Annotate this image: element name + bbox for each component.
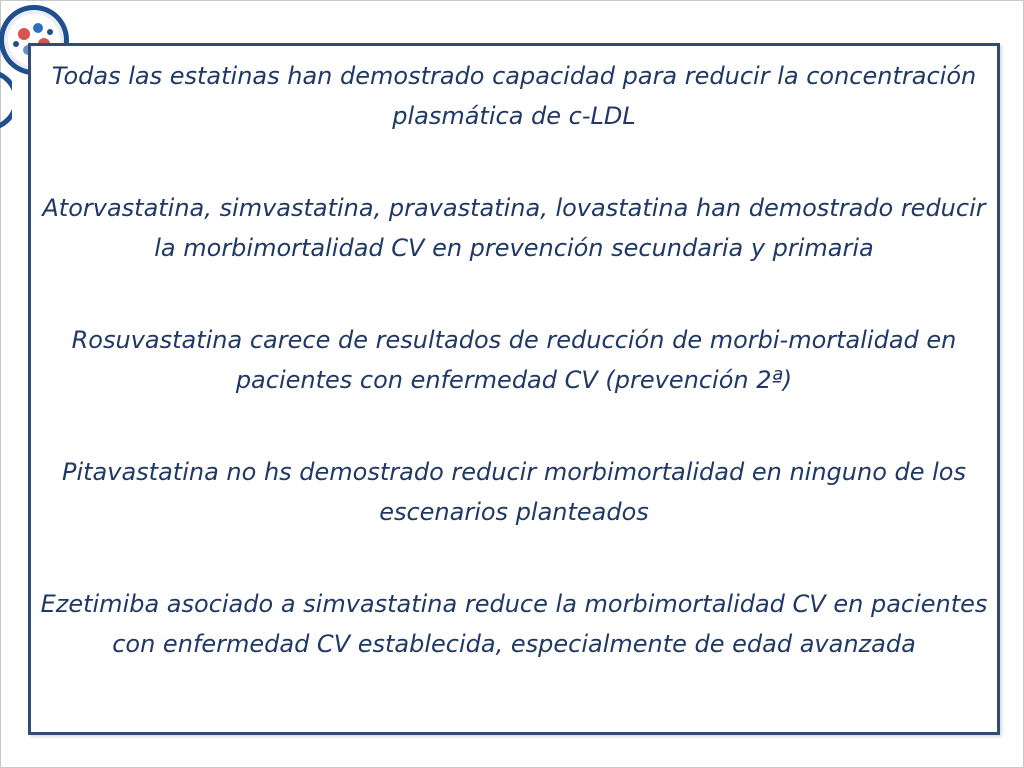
bullet-item: Todas las estatinas han demostrado capacidad para reducir la concentración plasmática de c-LDL (51, 62, 977, 130)
content-box (28, 43, 1000, 735)
bullet-item: Pitavastatina no hs demostrado reducir morbimortalidad en ninguno de los escenarios planteados (62, 458, 966, 526)
bullet-list (31, 56, 997, 716)
bullet-item: Atorvastatina, simvastatina, pravastatina, lovastatina han demostrado reducir la morbimortalidad CV en prevención secundaria y primaria (42, 194, 986, 262)
bullet-item: Ezetimiba asociado a simvastatina reduce la morbimortalidad CV en pacientes con enfermedad CV establecida, especialmente de edad avanzada (40, 590, 988, 658)
bullet-item: Rosuvastatina carece de resultados de reducción de morbi-mortalidad en pacientes con enfermedad CV (prevención 2ª) (71, 326, 957, 394)
decorative-arc-icon (0, 70, 12, 130)
